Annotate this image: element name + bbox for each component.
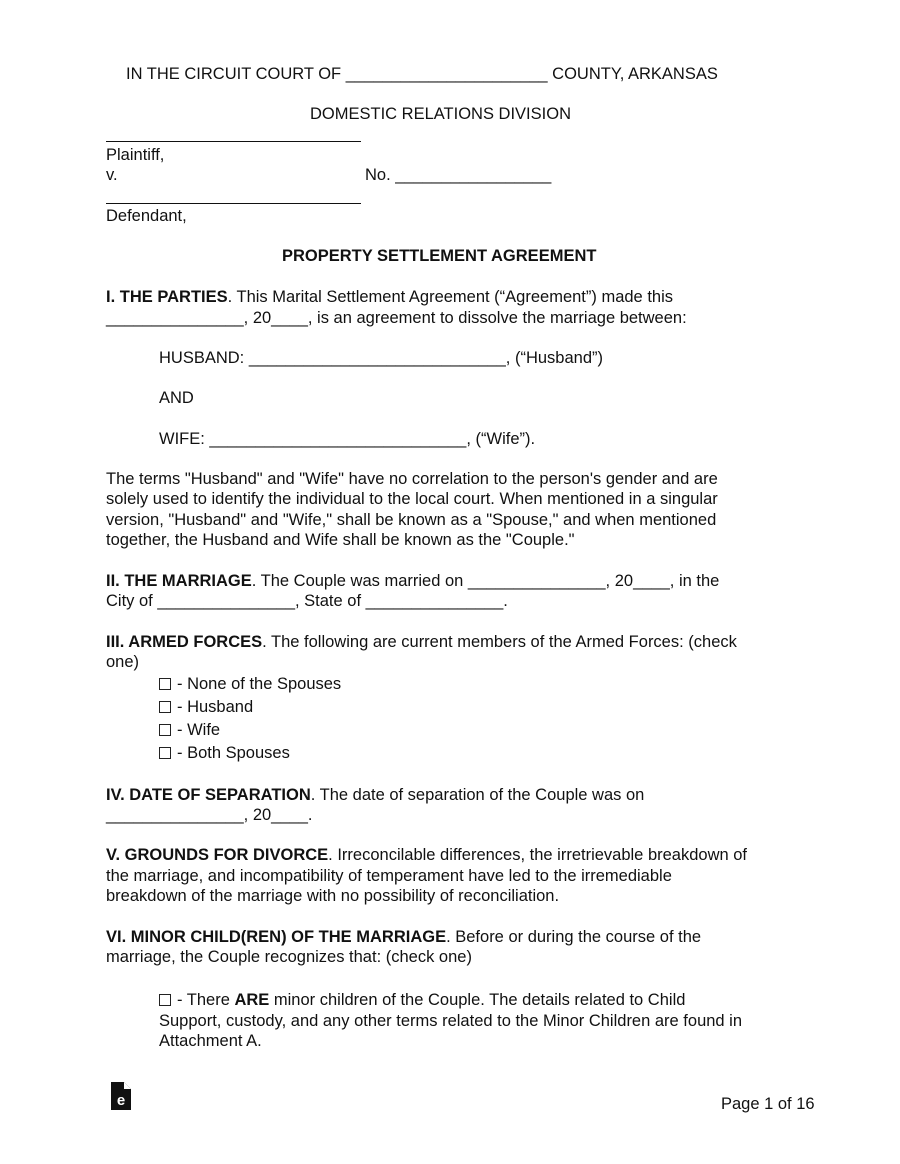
marriage-line-1 [106,571,719,591]
wife-line: WIFE: ____________________________, (“Wife”). [159,430,536,448]
separation-heading: IV. DATE OF SEPARATION [106,786,311,804]
grounds-line-3: breakdown of the marriage with no possibility of reconciliation. [106,887,560,905]
children-option-text-post: minor children of the Couple. The details related to Child [269,991,686,1009]
armed-forces-heading: III. ARMED FORCES [106,633,263,651]
separation-line-2: _______________, 20____. [106,806,313,824]
document-e-icon [111,1082,131,1110]
marriage-text-1: . The Couple was married on _______________, 20____, in the [251,572,720,590]
and-label: AND [159,389,194,407]
checkbox-icon[interactable] [159,678,171,690]
children-option-are[interactable] [159,990,685,1010]
armed-option-wife[interactable] [159,720,220,740]
grounds-line-2: the marriage, and incompatibility of temperament have led to the irremediable [106,867,672,885]
armed-option-husband[interactable] [159,697,253,717]
armed-option-label: - Both Spouses [177,744,290,762]
checkbox-icon[interactable] [159,994,171,1006]
versus-label: v. [106,166,118,184]
armed-option-label: - Husband [177,698,254,716]
defendant-name-line [106,203,361,204]
children-option-text-pre: - There [177,991,235,1009]
marriage-line-2: City of _______________, State of _______________. [106,592,508,610]
armed-forces-line-1 [106,632,737,652]
children-option-bold: ARE [234,991,270,1009]
armed-option-label: - None of the Spouses [177,675,342,693]
armed-forces-line-2: one) [106,653,140,671]
parties-line-1 [106,287,673,307]
marriage-heading: II. THE MARRIAGE [106,572,252,590]
children-text-1: . Before or during the course of the [446,928,702,946]
grounds-line-1 [106,845,747,865]
grounds-text-1: . Irreconcilable differences, the irretrievable breakdown of [328,846,748,864]
armed-option-label: - Wife [177,721,221,739]
children-heading: VI. MINOR CHILD(REN) OF THE MARRIAGE [106,928,447,946]
grounds-heading: V. GROUNDS FOR DIVORCE [106,846,329,864]
armed-option-both[interactable] [159,743,290,763]
children-option-line-2: Support, custody, and any other terms related to the Minor Children are found in [159,1012,743,1030]
terms-line-4: together, the Husband and Wife shall be known as the "Couple." [106,531,575,549]
plaintiff-label: Plaintiff, [106,146,165,164]
document-title: PROPERTY SETTLEMENT AGREEMENT [282,247,597,265]
checkbox-icon[interactable] [159,701,171,713]
separation-line-1 [106,785,644,805]
defendant-label: Defendant, [106,207,187,225]
page-number: Page 1 of 16 [721,1095,815,1113]
children-option-line-3: Attachment A. [159,1032,262,1050]
division-line: DOMESTIC RELATIONS DIVISION [310,105,571,123]
checkbox-icon[interactable] [159,724,171,736]
parties-heading: I. THE PARTIES [106,288,228,306]
terms-line-3: version, "Husband" and "Wife," shall be known as a "Spouse," and when mentioned [106,511,717,529]
checkbox-icon[interactable] [159,747,171,759]
terms-line-2: solely used to identify the individual to the local court. When mentioned in a singular [106,490,718,508]
parties-text-1: . This Marital Settlement Agreement (“Agreement”) made this [227,288,673,306]
husband-line: HUSBAND: ____________________________, (“Husband”) [159,349,603,367]
children-line-2: marriage, the Couple recognizes that: (check one) [106,948,472,966]
armed-forces-text-1: . The following are current members of the Armed Forces: (check [262,633,737,651]
case-number: No. _________________ [365,166,552,184]
svg-text:e: e [116,1092,126,1109]
court-line: IN THE CIRCUIT COURT OF ______________________ COUNTY, ARKANSAS [126,65,718,83]
parties-line-2: _______________, 20____, is an agreement to dissolve the marriage between: [106,309,687,327]
armed-option-none[interactable] [159,674,341,694]
terms-line-1: The terms "Husband" and "Wife" have no correlation to the person's gender and are [106,470,718,488]
separation-text-1: . The date of separation of the Couple was on [310,786,645,804]
plaintiff-name-line [106,141,361,142]
children-line-1 [106,927,701,947]
